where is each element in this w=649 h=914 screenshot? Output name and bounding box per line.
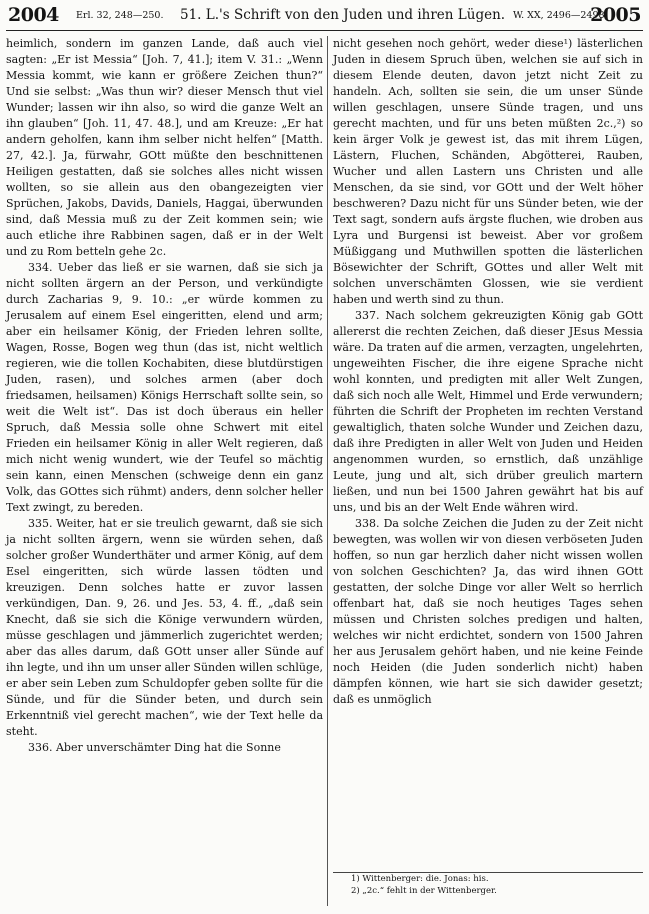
- right-column: [333, 36, 643, 708]
- column-divider: [327, 36, 328, 906]
- footnote-1: 1) Wittenberger: die. Jonas: his.: [351, 874, 489, 884]
- footnote-2: 2) „2c.“ fehlt in der Wittenberger.: [351, 886, 497, 896]
- paragraph-continued-right: nicht gesehen noch gehört, weder diese¹) lästerlichen Juden in diesem Spruch üben, welchen sie auf sich in diesem Elende deuten, davon jetzt nicht Zeit zu handeln. Ach, sollten sie sein, die um unser Sünde willen geschlagen, unsere Sünde tragen, und uns gerecht machten, und für uns beten müßten 2c.,²) so kein ärger Volk je gewest ist, das mit ihrem Lügen, Lästern, Fluchen, Schänden, Abgötterei, Rauben, Wucher und allen Lastern uns Christen und alle Menschen, da sie sind, vor GOtt und der Welt höher beschweren? Dazu nicht für uns Sünder beten, wie der Text sagt, sondern aufs ärgste fluchen, wie droben aus Lyra und Burgensi ist beweist. Aber vor großem Müßiggang und Muthwillen spotten die lästerlichen Bösewichter der Schrift, GOttes und aller Welt mit solchen unverschämten Glossen, wie sie verdient haben und werth sind zu thun.: [333, 37, 643, 306]
- edition-reference-right: W. XX, 2496—2498.: [513, 10, 608, 21]
- edition-reference-left: Erl. 32, 248—250.: [76, 10, 164, 21]
- paragraph-336: 336. Aber unverschämter Ding hat die Sonne: [28, 741, 281, 754]
- footnotes: [333, 872, 643, 897]
- paragraph-338: 338. Da solche Zeichen die Juden zu der Zeit nicht bewegten, was wollen wir von diesen verböseten Juden hoffen, so nun gar herzlich daher nicht wissen wollen von solchen Geschichten? Ja, das wird ihnen GOtt gestatten, der solche Dinge vor aller Welt so herrlich offenbart hat, daß sie noch heutiges Tages sehen müssen und Christen solches predigen und halten, welches wir nicht erdichtet, sondern von 1500 Jahren her aus Jerusalem gehört haben, und nie keine Feinde noch Heiden (die Juden sonderlich nicht) haben dämpfen können, wie hart sie sich dawider gesetzt; daß es unmöglich: [333, 517, 643, 706]
- paragraph-continued: heimlich, sondern im ganzen Lande, daß auch viel sagten: „Er ist Messia“ [Joh. 7, 41.]; item V. 31.: „Wenn Messia kommt, wie kann er größere Zeichen thun?“ Und sie selbst: „Was thun wir? dieser Mensch thut viel Wunder; lassen wir ihn also, so wird die ganze Welt an ihn glauben“ [Joh. 11, 47. 48.], und am Kreuze: „Er hat andern geholfen, kann ihm selber nicht helfen“ [Matth. 27, 42.]. Ja, fürwahr, GOtt müßte den beschnittenen Heiligen gestatten, daß sie solches alles nicht wissen wollten, so sie allein aus den obangezeigten vier Sprüchen, Jakobs, Davids, Daniels, Haggai, überwunden sind, daß Messia muß zu der Zeit kommen sein; wie auch etliche ihre Rabbinen sagen, daß er in der Welt und zu Rom betteln gehe 2c.: [6, 37, 323, 258]
- paragraph-334: 334. Ueber das ließ er sie warnen, daß sie sich ja nicht sollten ärgern an der Person, und verkündigte durch Zacharias 9, 9. 10.: „er würde kommen zu Jerusalem auf einem Esel eingeritten, elend und arm; aber ein heilsamer König, der Frieden lehren sollte, Wagen, Rosse, Bogen weg thun (das ist, nicht weltlich regieren, wie die tollen Kochabiten, diese blutdürstigen Juden, rasen), und solches armen (aber doch friedsamen, heilsamen) Königs Herrschaft sollte sein, so weit die Welt ist“. Das ist doch überaus ein heller Spruch, daß Messia solle ohne Schwert mit eitel Frieden ein heilsamer König in aller Welt regieren, daß mich nicht wenig wundert, wie der Teufel so mächtig sein kann, einen Menschen (schweige denn ein ganz Volk, das GOttes sich rühmt) anders, denn solcher heller Text zwingt, zu bereden.: [6, 261, 323, 514]
- page-header: [8, 4, 641, 30]
- running-title: 51. L.'s Schrift von den Juden und ihren Lügen.: [180, 7, 506, 23]
- page-number-right: 2005: [590, 4, 641, 26]
- left-column: [6, 36, 323, 756]
- header-rule: [6, 30, 643, 31]
- paragraph-335: 335. Weiter, hat er sie treulich gewarnt, daß sie sich ja nicht sollten ärgern, wenn sie würden sehen, daß solcher großer Wunderthäter und armer König, auf dem Esel eingeritten, sich würde lassen tödten und kreuzigen. Denn solches hatte er zuvor lassen verkündigen, Dan. 9, 26. und Jes. 53, 4. ff., „daß sein Knecht, daß sie sich die Könige verwundern würden, müsse geschlagen und jämmerlich zugerichtet werden; aber das alles darum, daß GOtt unser aller Sünde auf ihn legte, und ihn um unser aller Sünden willen schlüge, er aber sein Leben zum Schuldopfer geben sollte für die Sünde, und für die Sünder beten, und durch sein Erkenntniß viel gerecht machen“, wie der Text helle da steht.: [6, 517, 323, 738]
- page-number-left: 2004: [8, 4, 59, 26]
- paragraph-337: 337. Nach solchem gekreuzigten König gab GOtt allererst die rechten Zeichen, daß dieser JEsus Messia wäre. Da traten auf die armen, verzagten, ungelehrten, ungeweihten Fischer, die ihre eigene Sprache nicht wohl konnten, und predigten mit aller Welt Zungen, daß sich noch alle Welt, Himmel und Erde verwundern; führten die Schrift der Propheten im rechten Verstand gewaltiglich, thaten solche Wunder und Zeichen dazu, daß ihre Predigten in aller Welt von Juden und Heiden angenommen wurden, so ernstlich, daß unzählige Leute, jung und alt, sich drüber greulich martern ließen, und nun bei 1500 Jahren gewährt hat bis auf uns, und bis an der Welt Ende währen wird.: [333, 309, 643, 514]
